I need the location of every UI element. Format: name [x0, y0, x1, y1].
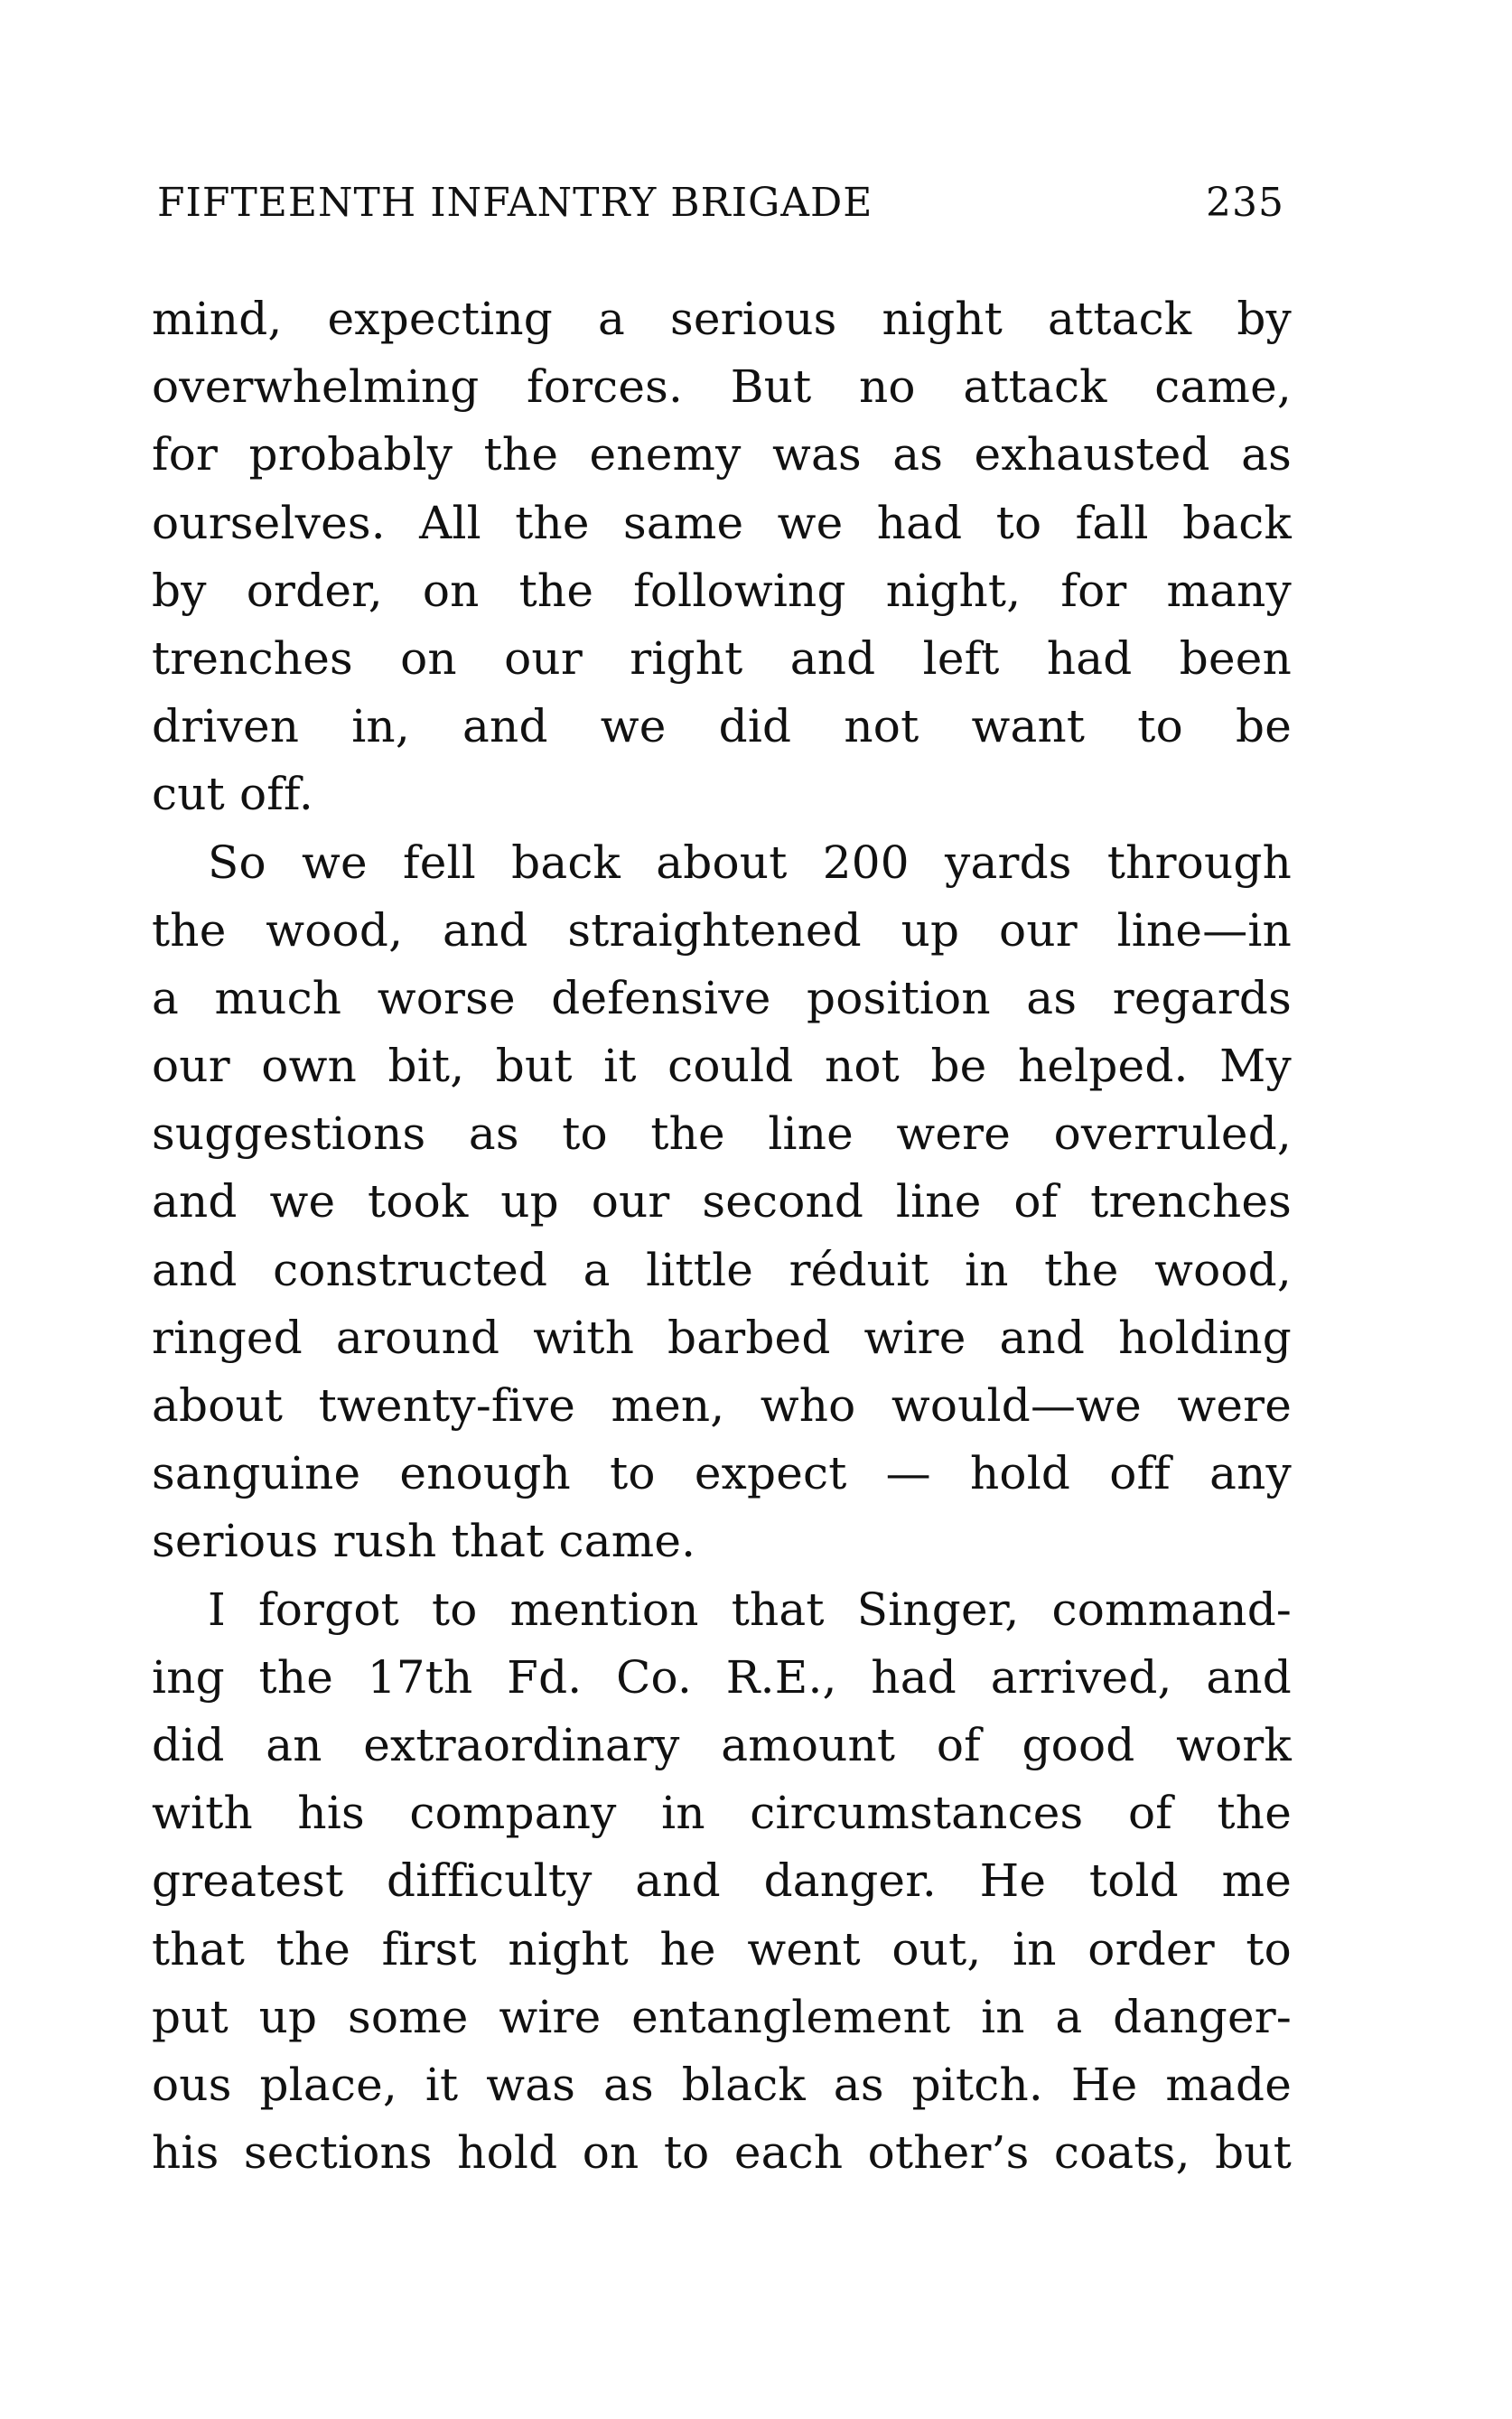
- text-line: our own bit, but it could not be helped. My: [152, 1040, 1292, 1093]
- text-line: sanguine enough to expect — hold off any: [152, 1447, 1292, 1500]
- text-line: driven in, and we did not want to be: [152, 700, 1292, 753]
- text-line: trenches on our right and left had been: [152, 631, 1292, 685]
- running-head: [157, 176, 1284, 230]
- text-line: serious rush that came.: [152, 1515, 696, 1568]
- text-line: by order, on the following night, for many: [152, 564, 1292, 617]
- page-number: 235: [1206, 180, 1284, 226]
- text-line: with his company in circumstances of the: [152, 1787, 1292, 1840]
- text-line: a much worse defensive position as regards: [152, 971, 1292, 1024]
- text-line: I forgot to mention that Singer, command-: [208, 1583, 1292, 1636]
- text-line: and constructed a little réduit in the wood,: [152, 1243, 1292, 1296]
- text-line: So we fell back about 200 yards through: [208, 836, 1292, 889]
- text-line: ourselves. All the same we had to fall back: [152, 496, 1292, 549]
- text-line: put up some wire entanglement in a danger-: [152, 1990, 1292, 2043]
- text-line: his sections hold on to each other’s coats, but: [152, 2126, 1292, 2180]
- text-line: for probably the enemy was as exhausted as: [152, 428, 1292, 481]
- text-line: and we took up our second line of trenches: [152, 1175, 1292, 1228]
- text-line: ing the 17th Fd. Co. R.E., had arrived, and: [152, 1650, 1292, 1704]
- text-line: ous place, it was as black as pitch. He made: [152, 2058, 1292, 2111]
- text-line: suggestions as to the line were overruled,: [152, 1107, 1292, 1161]
- body-text: [152, 285, 1292, 2187]
- text-line: that the first night he went out, in order to: [152, 1922, 1292, 1975]
- text-line: about twenty-five men, who would—we were: [152, 1379, 1292, 1432]
- running-title: FIFTEENTH INFANTRY BRIGADE: [157, 180, 873, 226]
- text-line: cut off.: [152, 768, 314, 821]
- text-line: ringed around with barbed wire and holding: [152, 1311, 1292, 1364]
- text-line: the wood, and straightened up our line—in: [152, 903, 1292, 957]
- text-line: greatest difficulty and danger. He told me: [152, 1854, 1292, 1908]
- text-line: overwhelming forces. But no attack came,: [152, 360, 1292, 414]
- text-line: did an extraordinary amount of good work: [152, 1718, 1292, 1771]
- text-line: mind, expecting a serious night attack by: [152, 293, 1292, 345]
